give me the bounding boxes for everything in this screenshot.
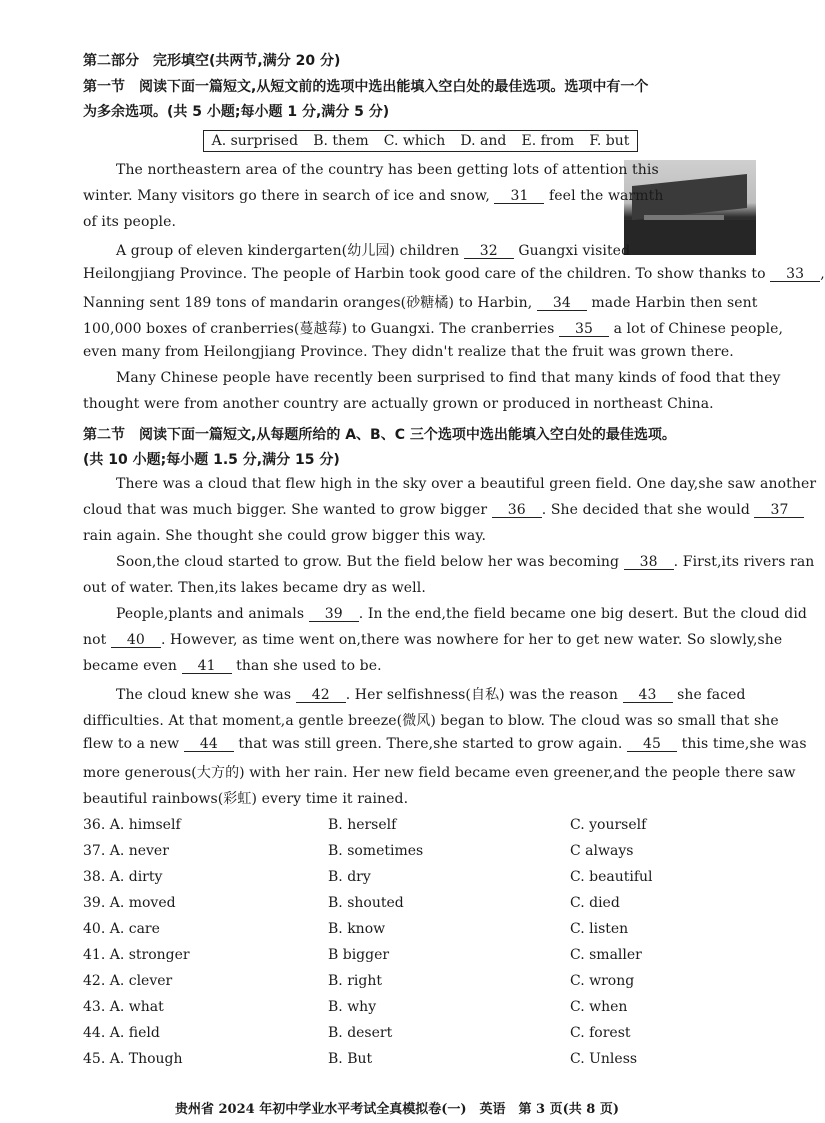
- option-a: A. surprised: [211, 133, 299, 149]
- question-40-b: B. know: [328, 921, 386, 937]
- blank-40: 40: [111, 633, 161, 648]
- blank-36: 36: [492, 503, 542, 518]
- option-c: C. which: [383, 133, 446, 149]
- question-38-c: C. beautiful: [570, 869, 653, 885]
- passage-line: A group of eleven kindergarten(幼儿园) children 32 Guangxi visited: [116, 243, 631, 259]
- question-43-a: 43. A. what: [83, 999, 164, 1015]
- passage-line: People,plants and animals 39 . In the end,the field became one big desert. But the cloud did: [116, 606, 807, 622]
- question-42-c: C. wrong: [570, 973, 635, 989]
- question-41-b: B bigger: [328, 947, 390, 963]
- passage-line: beautiful rainbows(彩虹) every time it rained.: [83, 791, 409, 807]
- blank-42: 42: [296, 688, 346, 703]
- question-38-a: 38. A. dirty: [83, 869, 163, 885]
- blank-45: 45: [627, 737, 677, 752]
- section2-instruction-cont: (共 10 小题;每小题 1.5 分,满分 15 分): [83, 452, 340, 468]
- option-b: B. them: [313, 133, 369, 149]
- passage-line: rain again. She thought she could grow bigger this way.: [83, 528, 487, 544]
- question-43-b: B. why: [328, 999, 377, 1015]
- question-38-b: B. dry: [328, 869, 371, 885]
- question-40-c: C. listen: [570, 921, 629, 937]
- question-36-a: 36. A. himself: [83, 817, 181, 833]
- question-45-b: B. But: [328, 1051, 373, 1067]
- passage-line: The cloud knew she was 42 . Her selfishness(自私) was the reason 43 she faced: [116, 687, 746, 703]
- section1-instruction-cont: 为多余选项。(共 5 小题;每小题 1 分,满分 5 分): [83, 104, 390, 120]
- blank-37: 37: [754, 503, 804, 518]
- blank-44: 44: [184, 737, 234, 752]
- passage-line: became even 41 than she used to be.: [83, 658, 382, 674]
- question-44-b: B. desert: [328, 1025, 393, 1041]
- passage-line: winter. Many visitors go there in search of ice and snow, 31 feel the warmth: [83, 188, 664, 204]
- passage-line: 100,000 boxes of cranberries(蔓越莓) to Guangxi. The cranberries 35 a lot of Chinese people,: [83, 321, 784, 337]
- passage-line: more generous(大方的) with her rain. Her new field became even greener,and the people there saw: [83, 765, 796, 781]
- question-45-c: C. Unless: [570, 1051, 638, 1067]
- question-43-c: C. when: [570, 999, 628, 1015]
- question-45-a: 45. A. Though: [83, 1051, 183, 1067]
- option-f: F. but: [589, 133, 630, 149]
- passage-line: thought were from another country are actually grown or produced in northeast China.: [83, 396, 714, 412]
- passage-line: even many from Heilongjiang Province. They didn't realize that the fruit was grown there.: [83, 344, 734, 360]
- section1-instruction: 第一节 阅读下面一篇短文,从短文前的选项中选出能填入空白处的最佳选项。选项中有一个: [83, 79, 649, 95]
- blank-38: 38: [624, 555, 674, 570]
- page-footer: 贵州省 2024 年初中学业水平考试全真模拟卷(一) 英语 第 3 页(共 8 页): [174, 1102, 620, 1117]
- question-36-c: C. yourself: [570, 817, 647, 833]
- question-42-a: 42. A. clever: [83, 973, 173, 989]
- options-box: [203, 130, 638, 152]
- question-36-b: B. herself: [328, 817, 397, 833]
- blank-31: 31: [494, 189, 544, 204]
- passage-line: cloud that was much bigger. She wanted to grow bigger 36 . She decided that she would 37: [83, 502, 804, 518]
- blank-34: 34: [537, 296, 587, 311]
- part2-title: 第二部分 完形填空(共两节,满分 20 分): [83, 53, 341, 69]
- question-44-c: C. forest: [570, 1025, 631, 1041]
- passage-line: of its people.: [83, 214, 177, 230]
- question-41-a: 41. A. stronger: [83, 947, 190, 963]
- blank-43: 43: [623, 688, 673, 703]
- passage-line: The northeastern area of the country has been getting lots of attention this: [116, 162, 659, 178]
- question-37-b: B. sometimes: [328, 843, 424, 859]
- passage-line: not 40 . However, as time went on,there was nowhere for her to get new water. So slowly,she: [83, 632, 783, 648]
- passage-line: out of water. Then,its lakes became dry as well.: [83, 580, 426, 596]
- blank-32: 32: [464, 244, 514, 259]
- question-37-c: C always: [570, 843, 634, 859]
- passage-line: Many Chinese people have recently been surprised to find that many kinds of food that they: [116, 370, 781, 386]
- blank-33: 33: [770, 267, 820, 282]
- question-42-b: B. right: [328, 973, 382, 989]
- blank-41: 41: [182, 659, 232, 674]
- blank-39: 39: [309, 607, 359, 622]
- question-40-a: 40. A. care: [83, 921, 160, 937]
- passage-line: difficulties. At that moment,a gentle breeze(微风) began to blow. The cloud was so small that she: [83, 713, 779, 729]
- blank-35: 35: [559, 322, 609, 337]
- passage-line: There was a cloud that flew high in the sky over a beautiful green field. One day,she saw another: [116, 476, 817, 492]
- question-41-c: C. smaller: [570, 947, 642, 963]
- passage-line: Soon,the cloud started to grow. But the field below her was becoming 38 . First,its rivers ran: [116, 554, 815, 570]
- question-39-b: B. shouted: [328, 895, 404, 911]
- option-d: D. and: [460, 133, 507, 149]
- question-39-a: 39. A. moved: [83, 895, 176, 911]
- section2-instruction: 第二节 阅读下面一篇短文,从每题所给的 A、B、C 三个选项中选出能填入空白处的最佳选项。: [83, 427, 676, 443]
- passage-line: flew to a new 44 that was still green. There,she started to grow again. 45 this time,she was: [83, 736, 807, 752]
- passage-line: Heilongjiang Province. The people of Harbin took good care of the children. To show thanks to 33 ,: [83, 266, 825, 282]
- question-44-a: 44. A. field: [83, 1025, 160, 1041]
- question-37-a: 37. A. never: [83, 843, 169, 859]
- passage-line: Nanning sent 189 tons of mandarin oranges(砂糖橘) to Harbin, 34 made Harbin then sent: [83, 295, 758, 311]
- option-e: E. from: [521, 133, 575, 149]
- question-39-c: C. died: [570, 895, 620, 911]
